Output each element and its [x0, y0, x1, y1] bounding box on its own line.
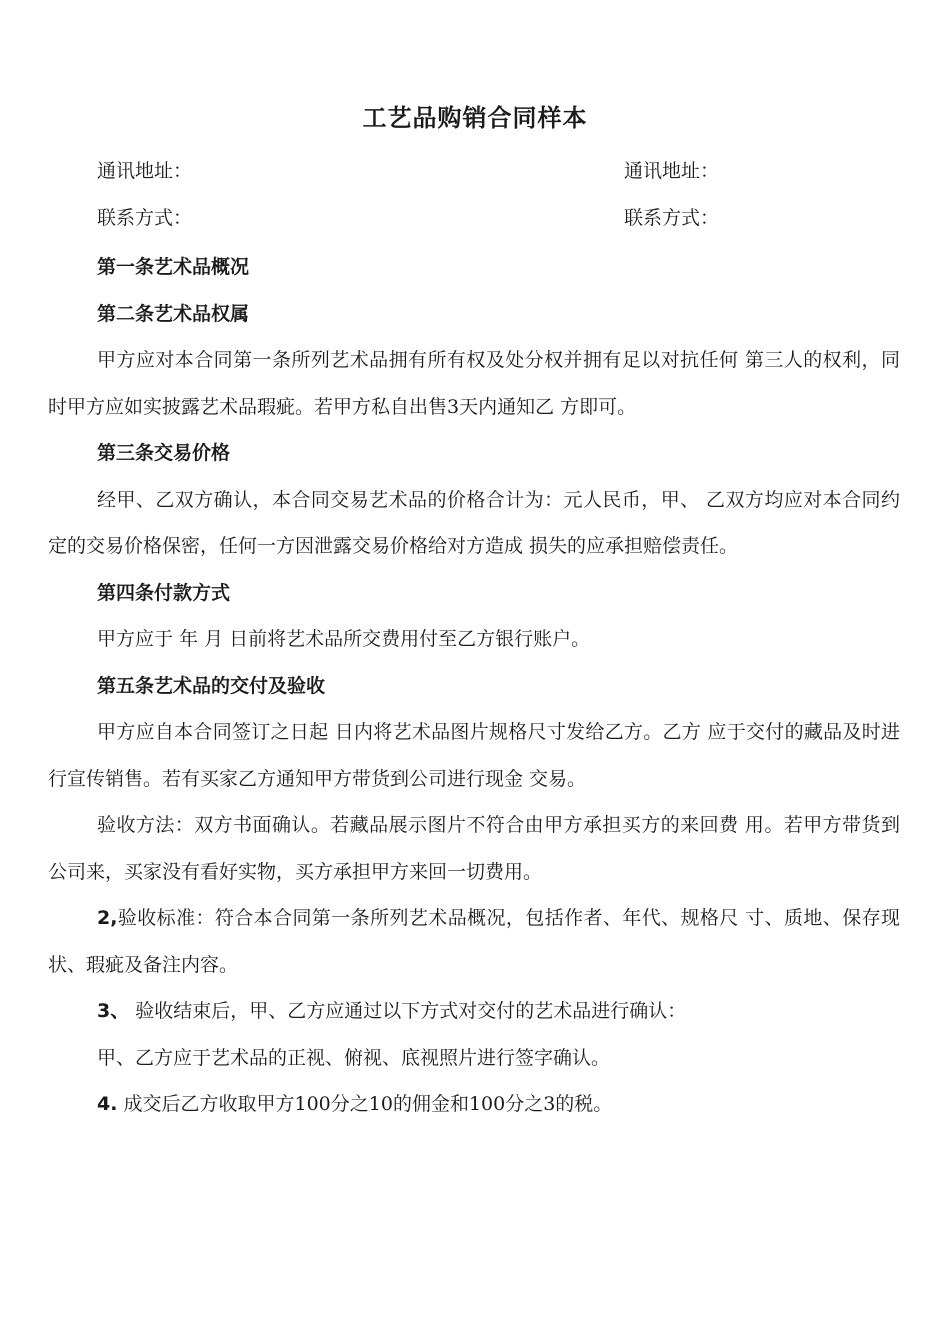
- section-2-heading: 第二条艺术品权属: [97, 302, 250, 325]
- section-5-paragraph-2: 验收方法：双方书面确认。若藏品展示图片不符合由甲方承担买方的来回费 用。若甲方带货到公司来，买家没有看好实物，买方承担甲方来回一切费用。: [48, 814, 900, 883]
- item-4-number: 4.: [97, 1093, 118, 1115]
- phone-row: [0, 203, 950, 233]
- section-5-item-4: [48, 1081, 900, 1128]
- party-a-address-label: 通讯地址：: [97, 160, 193, 182]
- contract-body: [48, 244, 900, 1128]
- section-3-paragraph: 经甲、乙双方确认，本合同交易艺术品的价格合计为：元人民币，甲、 乙双方均应对本合同约定的交易价格保密，任何一方因泄露交易价格给对方造成 损失的应承担赔偿责任。: [48, 488, 900, 557]
- section-4-paragraph: 甲方应于 年 月 日前将艺术品所交费用付至乙方银行账户。: [97, 628, 591, 650]
- section-2-paragraph: 甲方应对本合同第一条所列艺术品拥有所有权及处分权并拥有足以对抗任何 第三人的权利，同时甲方应如实披露艺术品瑕疵。若甲方私自出售3天内通知乙 方即可。: [48, 349, 900, 418]
- section-3-heading: 第三条交易价格: [97, 442, 231, 464]
- item-3-text: 验收结束后，甲、乙方应通过以下方式对交付的艺术品进行确认：: [135, 1000, 687, 1022]
- section-5-item-2: [48, 895, 900, 988]
- item-2-number: 2,: [97, 907, 118, 929]
- item-4-text: 成交后乙方收取甲方100分之10的佣金和100分之3的税。: [123, 1093, 613, 1115]
- document-title: 工艺品购销合同样本: [362, 104, 588, 132]
- item-3-number: 3、: [97, 1000, 130, 1022]
- section-4-heading: 第四条付款方式: [97, 581, 231, 604]
- section-5-paragraph-1: 甲方应自本合同签订之日起 日内将艺术品图片规格尺寸发给乙方。乙方 应于交付的藏品及时进行宣传销售。若有买家乙方通知甲方带货到公司进行现金 交易。: [48, 721, 900, 790]
- section-1-heading: 第一条艺术品概况: [97, 256, 250, 278]
- party-a-phone-label: 联系方式：: [97, 207, 193, 229]
- party-b-phone-label: 联系方式：: [624, 207, 720, 229]
- party-b-address-label: 通讯地址：: [624, 160, 720, 182]
- section-5-heading: 第五条艺术品的交付及验收: [97, 674, 326, 697]
- section-5-item-3: [48, 988, 900, 1035]
- item-2-text: 验收标准：符合本合同第一条所列艺术品概况，包括作者、年代、规格尺 寸、质地、保存现状、瑕疵及备注内容。: [48, 907, 900, 976]
- address-row: [0, 156, 950, 186]
- section-5-paragraph-3: 甲、乙方应于艺术品的正视、俯视、底视照片进行签字确认。: [97, 1046, 611, 1069]
